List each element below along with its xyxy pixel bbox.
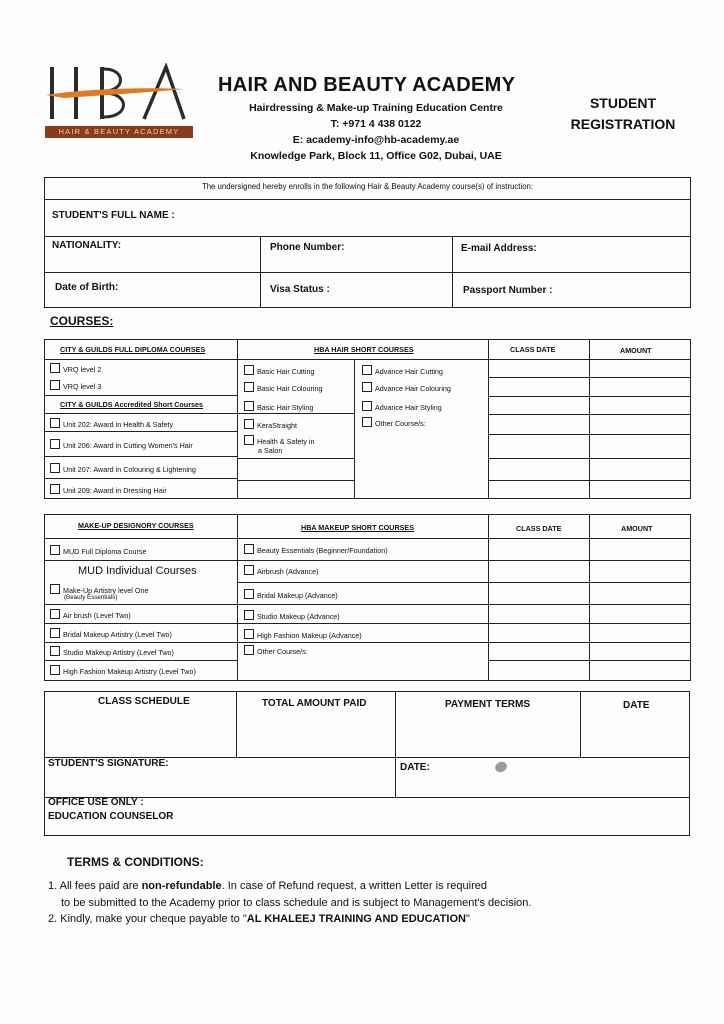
checkbox[interactable] <box>50 439 60 449</box>
divider <box>237 480 354 481</box>
form-title-line2: REGISTRATION <box>570 116 676 132</box>
amount-heading: AMOUNT <box>620 346 652 355</box>
checkbox[interactable] <box>244 544 254 554</box>
checkbox[interactable] <box>50 463 60 473</box>
academy-email: E: academy-info@hb-academy.ae <box>292 134 460 146</box>
makeup-amount-heading: AMOUNT <box>621 524 653 533</box>
checkbox[interactable] <box>244 645 254 655</box>
form-title-line1: STUDENT <box>589 95 657 111</box>
terms-item-1-cont: to be submitted to the Academy prior to class schedule and is subject to Management's decision. <box>61 897 532 909</box>
divider <box>44 478 237 479</box>
divider <box>236 691 237 757</box>
checkbox[interactable] <box>244 565 254 575</box>
hba-makeup-short-heading: HBA MAKEUP SHORT COURSES <box>301 523 415 532</box>
terms-item-1: 1. All fees paid are non-refundable. In case of Refund request, a written Letter is required <box>48 880 487 892</box>
divider <box>44 623 691 624</box>
course-basic-hair-cutting[interactable]: Basic Hair Cutting <box>244 365 315 376</box>
checkbox[interactable] <box>50 628 60 638</box>
checkbox[interactable] <box>244 365 254 375</box>
divider <box>488 480 691 481</box>
signature-date-label: DATE: <box>400 762 430 773</box>
courses-heading: COURSES: <box>50 314 114 328</box>
course-makeup-artistry-one-sub: (Beauty Essentials) <box>64 594 118 601</box>
office-use-label: OFFICE USE ONLY : <box>48 797 144 808</box>
academy-phone: T: +971 4 438 0122 <box>330 118 422 130</box>
divider <box>237 514 238 681</box>
email-label: E-mail Address: <box>461 243 537 254</box>
visa-label: Visa Status : <box>270 284 330 295</box>
academy-address: Knowledge Park, Block 11, Office G02, Dubai, UAE <box>250 150 502 162</box>
divider <box>237 339 238 499</box>
course-beauty-essentials[interactable]: Beauty Essentials (Beginner/Foundation) <box>244 544 388 555</box>
divider <box>44 560 691 561</box>
checkbox[interactable] <box>244 589 254 599</box>
checkbox[interactable] <box>50 363 60 373</box>
enroll-intro: The undersigned hereby enrolls in the following Hair & Beauty Academy course(s) of instruction: <box>201 182 534 191</box>
checkbox[interactable] <box>362 401 372 411</box>
passport-label: Passport Number : <box>463 285 553 296</box>
course-basic-hair-colouring[interactable]: Basic Hair Colouring <box>244 382 323 393</box>
checkbox[interactable] <box>50 484 60 494</box>
checkbox[interactable] <box>50 609 60 619</box>
divider <box>237 582 691 583</box>
divider <box>44 456 237 457</box>
city-guilds-short-heading: CITY & GUILDS Accredited Short Courses <box>60 400 203 409</box>
checkbox[interactable] <box>50 545 60 555</box>
divider <box>488 458 691 459</box>
course-makeup-artistry-one[interactable]: Make-Up Artistry level One <box>50 584 148 595</box>
course-high-fashion-advance[interactable]: High Fashion Makeup (Advance) <box>244 629 362 640</box>
date-label: DATE <box>623 700 650 711</box>
terms-item-2: 2. Kindly, make your cheque payable to "AL KHALEEJ TRAINING AND EDUCATION" <box>48 913 470 925</box>
divider <box>354 359 355 499</box>
course-high-fashion-level-two[interactable]: High Fashion Makeup Artistry (Level Two) <box>50 665 196 676</box>
phone-label: Phone Number: <box>270 242 345 253</box>
checkbox[interactable] <box>362 417 372 427</box>
checkbox[interactable] <box>244 419 254 429</box>
divider <box>44 359 691 360</box>
course-hair-other[interactable]: Other Course/s: <box>362 417 426 428</box>
course-bridal-level-two[interactable]: Bridal Makeup Artistry (Level Two) <box>50 628 172 639</box>
course-airbrush-level-two[interactable]: Air brush (Level Two) <box>50 609 131 620</box>
signature-label: STUDENT'S SIGNATURE: <box>48 758 169 769</box>
divider <box>44 660 237 661</box>
class-schedule-label: CLASS SCHEDULE <box>98 696 190 707</box>
city-guilds-diploma-heading: CITY & GUILDS FULL DIPLOMA COURSES <box>60 345 206 354</box>
course-bridal-advance[interactable]: Bridal Makeup (Advance) <box>244 589 338 600</box>
divider <box>395 691 396 797</box>
divider <box>488 414 691 415</box>
course-basic-hair-styling[interactable]: Basic Hair Styling <box>244 401 313 412</box>
personal-details-box <box>44 177 691 308</box>
course-studio-level-two[interactable]: Studio Makeup Artistry (Level Two) <box>50 646 174 657</box>
course-unit-206[interactable]: Unit 206: Award in Cutting Women's Hair <box>50 439 193 450</box>
academy-title: HAIR AND BEAUTY ACADEMY <box>218 74 516 96</box>
course-mud-full-diploma[interactable]: MUD Full Diploma Course <box>50 545 146 556</box>
divider <box>237 458 354 459</box>
checkbox[interactable] <box>50 646 60 656</box>
divider <box>44 604 691 605</box>
course-advance-hair-colouring[interactable]: Advance Hair Colouring <box>362 382 451 393</box>
checkbox[interactable] <box>50 584 60 594</box>
hba-logo-mark <box>44 63 194 125</box>
divider <box>44 236 691 237</box>
checkbox[interactable] <box>244 401 254 411</box>
total-amount-label: TOTAL AMOUNT PAID <box>262 698 367 709</box>
divider <box>44 538 691 539</box>
divider <box>488 434 691 435</box>
checkbox[interactable] <box>362 382 372 392</box>
course-makeup-other[interactable]: Other Course/s: <box>244 645 308 656</box>
checkbox[interactable] <box>50 418 60 428</box>
course-vrq3[interactable]: VRQ level 3 <box>50 380 101 391</box>
terms-heading: TERMS & CONDITIONS: <box>67 855 204 869</box>
divider <box>488 514 489 681</box>
divider <box>44 431 237 432</box>
course-unit-209[interactable]: Unit 209: Award in Dressing Hair <box>50 484 167 495</box>
checkbox[interactable] <box>244 382 254 392</box>
course-airbrush-advance[interactable]: Airbrush (Advance) <box>244 565 319 576</box>
nationality-label: NATIONALITY: <box>52 240 122 251</box>
course-unit-207[interactable]: Unit 207: Award in Colouring & Lightening <box>50 463 196 474</box>
hba-hair-short-heading: HBA HAIR SHORT COURSES <box>314 345 414 354</box>
mud-heading: MAKE-UP DESIGNORY COURSES <box>78 521 194 530</box>
course-kerastraight[interactable]: KeraStraight <box>244 419 297 430</box>
form-title <box>552 93 694 135</box>
divider <box>488 377 691 378</box>
divider <box>589 339 590 499</box>
checkbox[interactable] <box>50 665 60 675</box>
checkbox[interactable] <box>244 610 254 620</box>
education-counselor-label: EDUCATION COUNSELOR <box>48 811 174 822</box>
academy-logo <box>44 63 194 141</box>
checkbox[interactable] <box>50 380 60 390</box>
course-health-safety-salon-line2: a Salon <box>258 446 283 455</box>
checkbox[interactable] <box>244 629 254 639</box>
course-studio-advance[interactable]: Studio Makeup (Advance) <box>244 610 340 621</box>
course-advance-hair-styling[interactable]: Advance Hair Styling <box>362 401 442 412</box>
checkbox[interactable] <box>244 435 254 445</box>
academy-subtitle: Hairdressing & Make-up Training Education Centre <box>249 102 503 114</box>
course-advance-hair-cutting[interactable]: Advance Hair Cutting <box>362 365 443 376</box>
divider <box>44 272 691 273</box>
course-health-safety-salon[interactable]: Health & Safety in <box>244 435 315 446</box>
divider <box>488 396 691 397</box>
divider <box>44 199 691 200</box>
payment-terms-label: PAYMENT TERMS <box>445 699 531 710</box>
dob-label: Date of Birth: <box>55 282 119 293</box>
divider <box>44 395 237 396</box>
logo-band: HAIR & BEAUTY ACADEMY <box>45 126 193 138</box>
course-vrq2[interactable]: VRQ level 2 <box>50 363 101 374</box>
divider <box>44 413 237 414</box>
divider <box>580 691 581 757</box>
divider <box>237 413 354 414</box>
divider <box>589 514 590 681</box>
class-date-heading: CLASS DATE <box>510 345 556 354</box>
checkbox[interactable] <box>362 365 372 375</box>
course-unit-202[interactable]: Unit 202: Award in Health & Safety <box>50 418 173 429</box>
divider <box>488 660 691 661</box>
divider <box>44 642 691 643</box>
mud-individual-heading: MUD Individual Courses <box>78 565 197 577</box>
full-name-label: STUDENT'S FULL NAME : <box>52 210 175 221</box>
divider <box>488 339 489 499</box>
makeup-class-date-heading: CLASS DATE <box>516 524 562 533</box>
